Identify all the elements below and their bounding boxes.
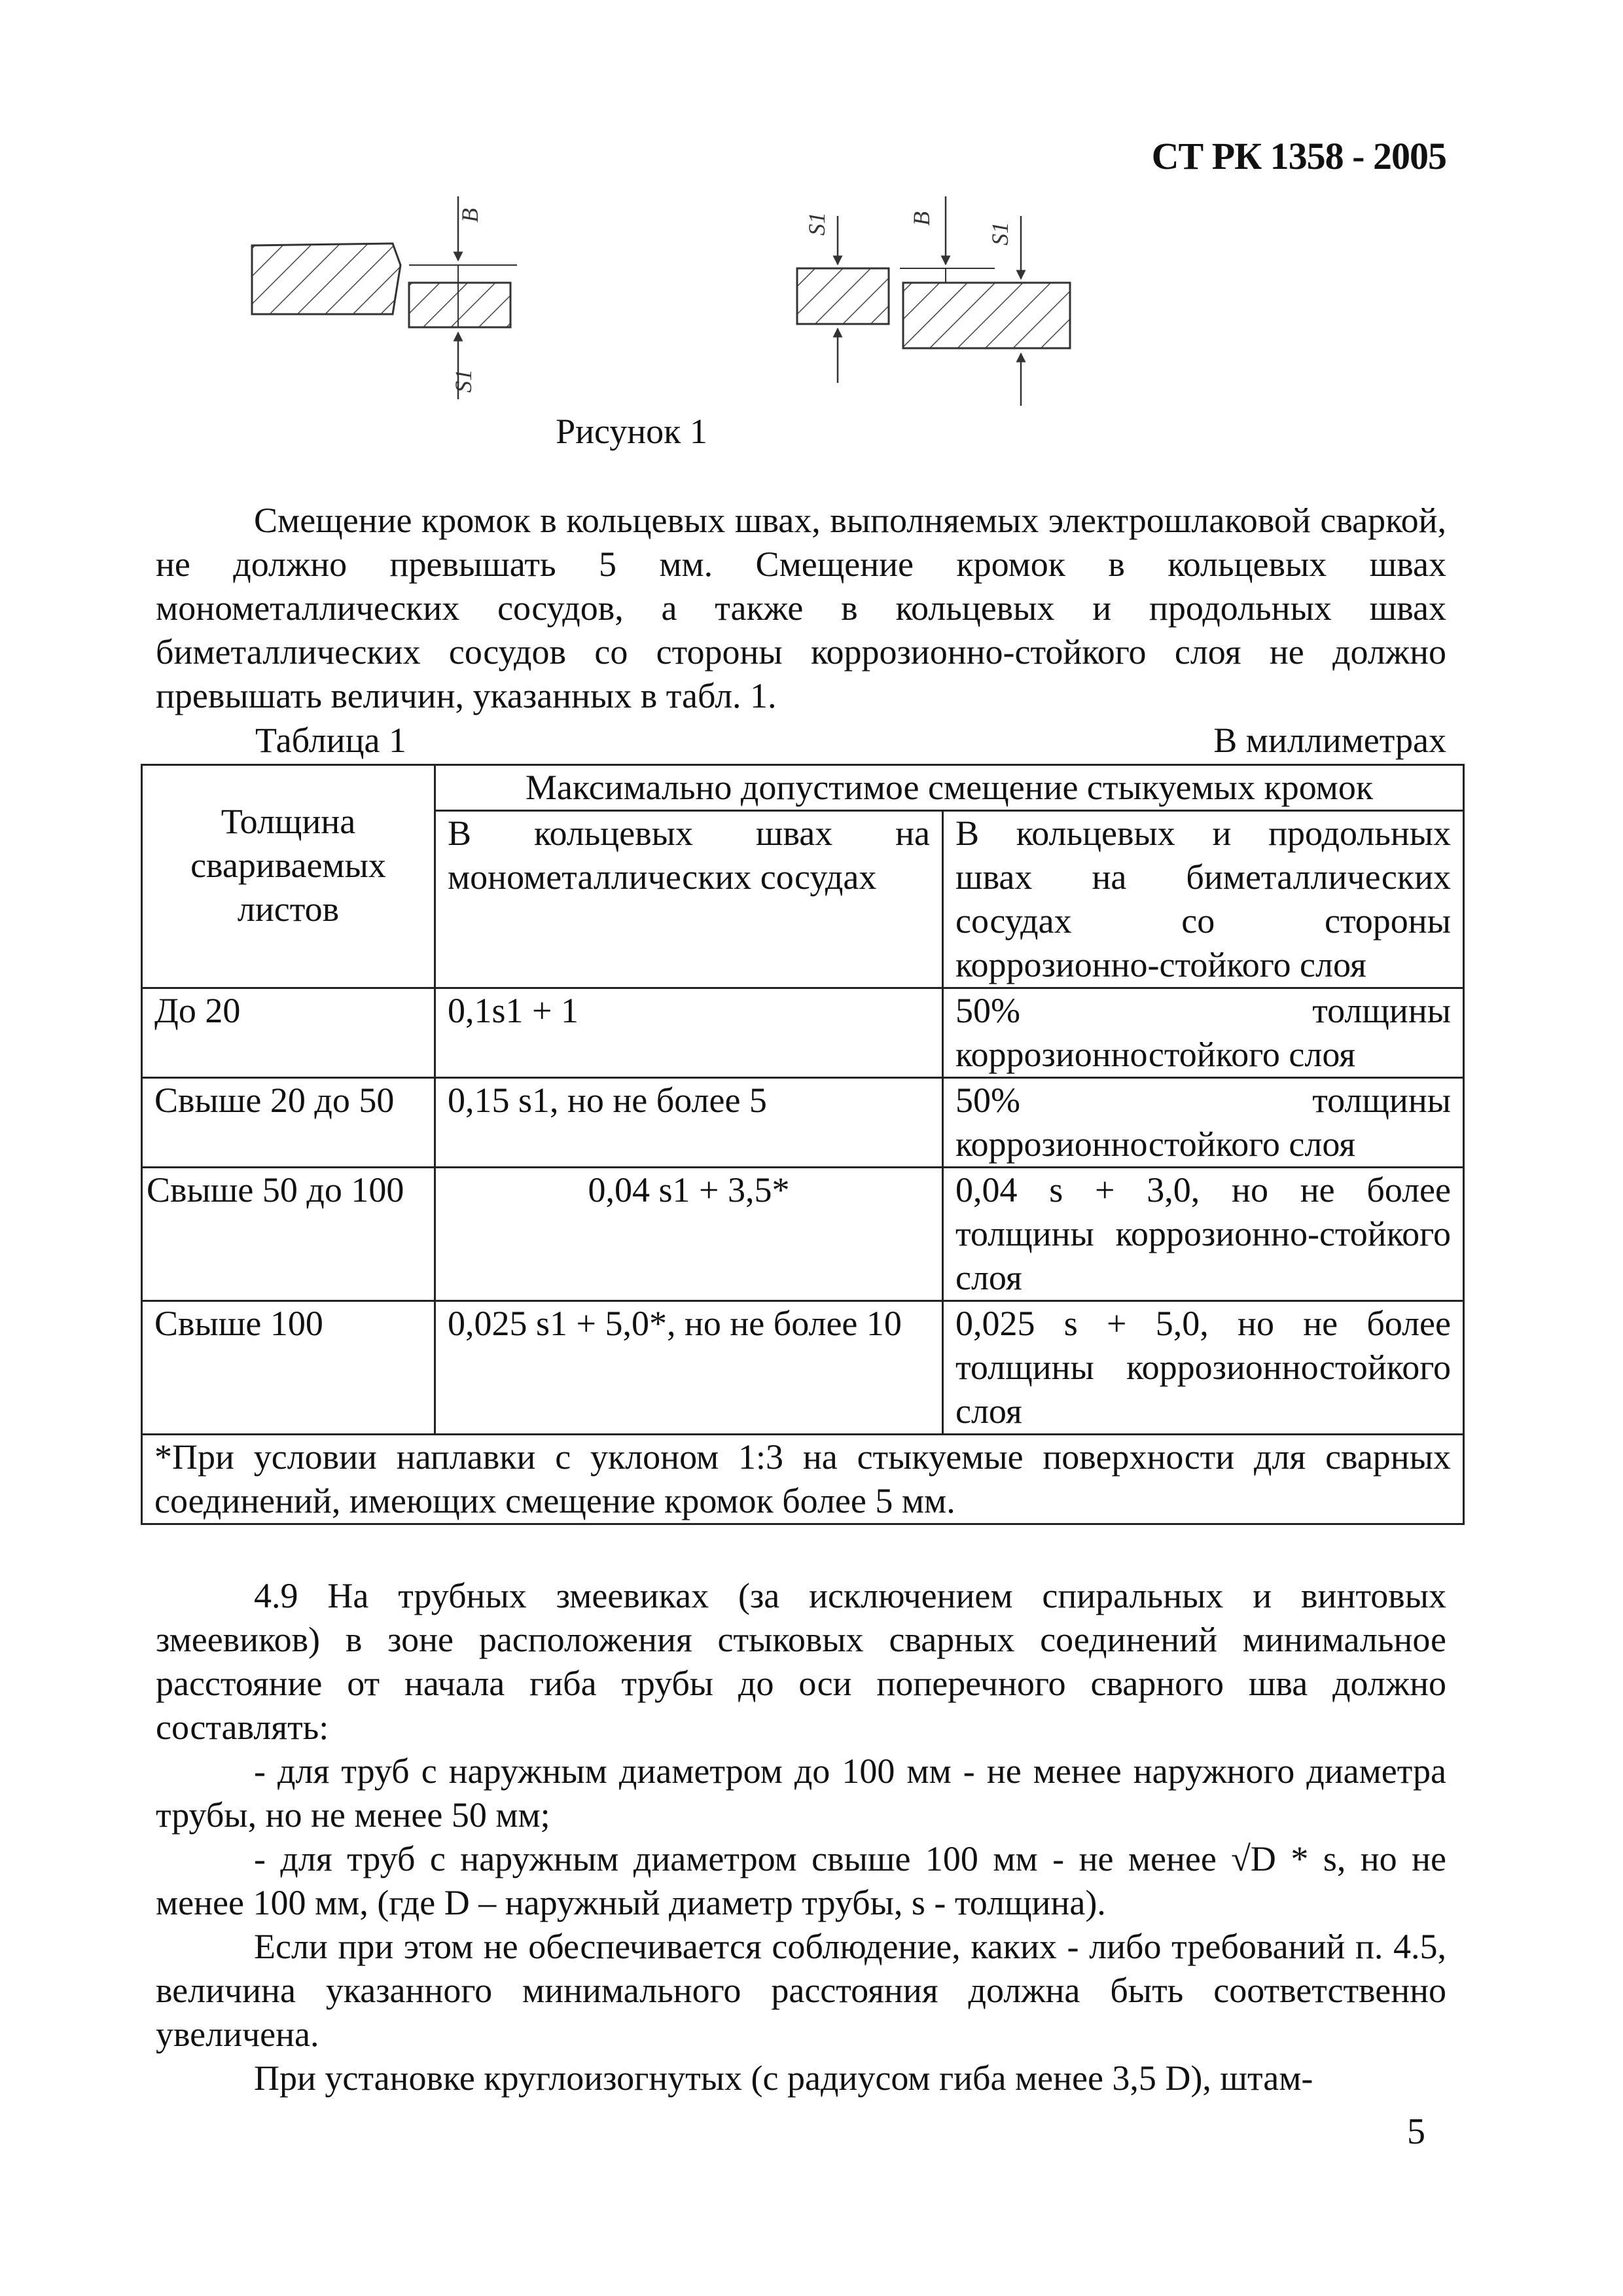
document-code: СТ РК 1358 - 2005 — [1151, 135, 1446, 177]
header-mono: В кольцевых швах на монометаллических сосудах — [435, 811, 943, 988]
cell-bimetal: 0,025 s + 5,0, но не более толщины коррозионностойкого слоя — [943, 1301, 1464, 1435]
cell-bimetal: 50% толщины коррозионностойкого слоя — [943, 1078, 1464, 1168]
cell-mono: 0,15 s1, но не более 5 — [435, 1078, 943, 1168]
cell-bimetal: 0,04 s + 3,0, но не более толщины коррозионно-стойкого слоя — [943, 1168, 1464, 1301]
header-thickness: Толщина свариваемых листов — [142, 765, 435, 988]
section-4-9-para-3: При установке круглоизогнутых (с радиусом гиба менее 3,5 D), штам- — [254, 2058, 1313, 2098]
paragraph-edge-offset — [156, 499, 1446, 718]
label-s1-right-a: S1 — [804, 212, 830, 236]
cell-mono: 0,025 s1 + 5,0*, но не более 10 — [435, 1301, 943, 1435]
figure-right-sketch — [797, 196, 1070, 406]
section-4-9-item-2: - для труб с наружным диаметром свыше 100 мм - не менее √D * s, но не менее 100 мм, (где D – наружный диаметр трубы, s - толщина). — [156, 1839, 1446, 1922]
figure-caption: Рисунок 1 — [556, 412, 707, 451]
table-row — [142, 988, 1464, 1078]
cell-mono: 0,1s1 + 1 — [435, 988, 943, 1078]
figure-1-sketches — [0, 0, 1623, 419]
table-row — [142, 1078, 1464, 1168]
label-b-right: B — [908, 211, 935, 226]
table-footnote-row — [142, 1435, 1464, 1524]
cell-mono: 0,04 s1 + 3,5* — [435, 1168, 943, 1301]
label-s1-right-b: S1 — [987, 222, 1013, 245]
cell-thickness: Свыше 50 до 100 — [142, 1168, 435, 1301]
cell-thickness: Свыше 20 до 50 — [142, 1078, 435, 1168]
section-4-9 — [156, 1574, 1446, 2100]
label-s1-left: S1 — [450, 369, 476, 393]
table-row — [142, 1168, 1464, 1301]
section-4-9-item-1: - для труб с наружным диаметром до 100 мм - не менее наружного диаметра трубы, но не менее 50 мм; — [156, 1751, 1446, 1835]
section-4-9-para-2: Если при этом не обеспечивается соблюдение, каких - либо требований п. 4.5, величина указанного минимального расстояния должна быть соответственно увеличена. — [156, 1927, 1446, 2054]
table-header-row-1 — [142, 765, 1464, 811]
header-bimetal: В кольцевых и продольных швах на биметаллических сосудах со стороны коррозионно-стойкого слоя — [943, 811, 1464, 988]
cell-thickness: До 20 — [142, 988, 435, 1078]
cell-thickness: Свыше 100 — [142, 1301, 435, 1435]
table-label: Таблица 1 — [255, 721, 406, 760]
cell-bimetal: 50% толщины коррозионностойкого слоя — [943, 988, 1464, 1078]
table-row — [142, 1301, 1464, 1435]
table-units: В миллиметрах — [1213, 721, 1446, 760]
label-b-left: B — [457, 208, 483, 223]
page-number: 5 — [1407, 2111, 1425, 2152]
table-footnote: *При условии наплавки с уклоном 1:3 на стыкуемые поверхности для сварных соединений, имеющих смещение кромок более 5 мм. — [142, 1435, 1464, 1524]
table-caption-row — [156, 720, 1446, 764]
figure-left-sketch — [252, 196, 517, 399]
paragraph-1: Смещение кромок в кольцевых швах, выполняемых электрошлаковой сваркой, не должно превышать 5 мм. Смещение кромок в кольцевых швах монометаллических сосудов, а также в кольцевых и продольных швах биметаллических сосудов со стороны коррозионно-стойкого слоя не должно превышать величин, указанных в табл. 1. — [156, 501, 1446, 715]
offset-table — [141, 764, 1465, 1525]
section-4-9-intro: 4.9 На трубных змеевиках (за исключением спиральных и винтовых змеевиков) в зоне расположения стыковых сварных соединений минимальное расстояние от начала гиба трубы до оси поперечного сварного шва должно составлять: — [156, 1576, 1446, 1747]
header-max-offset: Максимально допустимое смещение стыкуемых кромок — [435, 765, 1464, 811]
